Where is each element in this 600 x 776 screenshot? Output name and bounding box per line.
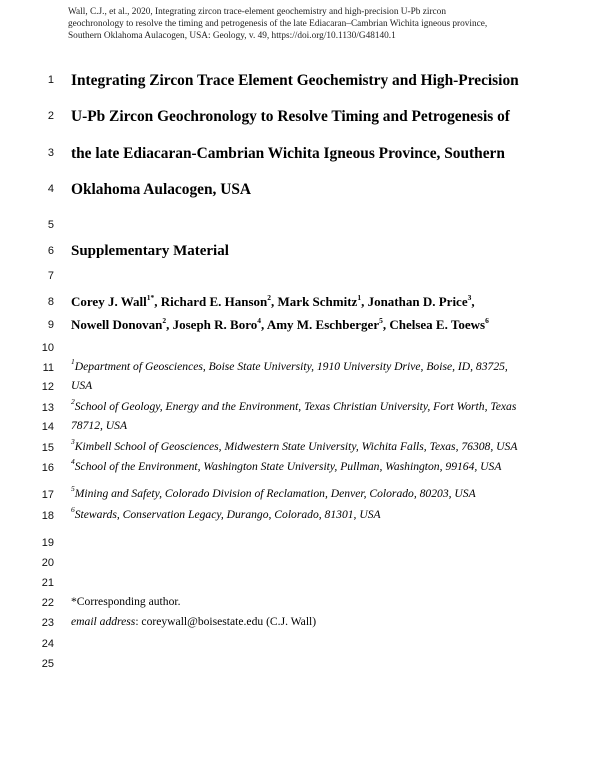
author-affiliation-mark: 1* [146, 292, 155, 302]
author-affiliation-mark: 2 [267, 292, 272, 302]
line-number: 2 [47, 110, 54, 122]
title-line: U-Pb Zircon Geochronology to Resolve Timing and Petrogenesis of [71, 108, 510, 125]
email-line [71, 615, 316, 628]
line-number: 23 [41, 617, 54, 629]
affiliation: $^1$Department of Geosciences, Boise State University, 1910 University Drive, Boise, ID, 83725, [71, 357, 508, 373]
author-name: Chelsea E. Toews [389, 317, 486, 332]
affiliation: $^2$School of Geology, Energy and the Environment, Texas Christian University, Fort Worth, Texas [71, 397, 517, 413]
author-name: Mark Schmitz [277, 294, 358, 309]
citation-line: geochronology to resolve the timing and petrogenesis of the late Ediacaran–Cambrian Wichita igneous province, [68, 19, 488, 29]
section-heading: Supplementary Material [71, 243, 229, 259]
citation-line: Southern Oklahoma Aulacogen, USA: Geology, v. 49, https://doi.org/10.1130/G48140.1 [68, 31, 396, 41]
author-name: Corey J. Wall [71, 294, 147, 309]
title-line: Integrating Zircon Trace Element Geochemistry and High-Precision [71, 72, 519, 89]
author-line-1: Corey J. Wall$^{1*}$, Richard E. Hanson$^2$, Mark Schmitz$^1$, Jonathan D. Price$^3$, [71, 292, 475, 309]
line-number: 1 [47, 74, 54, 86]
line-number: 7 [47, 270, 54, 282]
author-name: Nowell Donovan [71, 317, 163, 332]
author-affiliation-mark: 2 [162, 315, 167, 325]
line-number: 12 [41, 381, 54, 393]
line-number: 19 [41, 537, 54, 549]
affiliation-continued: 78712, USA [71, 419, 128, 432]
line-number: 15 [41, 442, 54, 454]
author-affiliation-mark: 1 [357, 292, 362, 302]
corresponding-author-note: *Corresponding author. [71, 595, 181, 608]
citation-line: Wall, C.J., et al., 2020, Integrating zircon trace-element geochemistry and high-precision U-Pb zircon [68, 7, 446, 17]
affiliation-continued: USA [71, 379, 93, 392]
citation-header [68, 6, 588, 42]
email-label: email address [71, 615, 136, 628]
line-number: 14 [41, 421, 54, 433]
author-name: Jonathan D. Price [367, 294, 468, 309]
line-number: 18 [41, 510, 54, 522]
affiliation: $^5$Mining and Safety, Colorado Division of Reclamation, Denver, Colorado, 80203, USA [71, 484, 476, 500]
author-affiliation-mark: 4 [257, 315, 262, 325]
line-number: 16 [41, 462, 54, 474]
author-name: Joseph R. Boro [172, 317, 258, 332]
line-number: 22 [41, 597, 54, 609]
line-number: 10 [41, 342, 54, 354]
title-line: Oklahoma Aulacogen, USA [71, 181, 252, 198]
line-number: 5 [47, 219, 54, 231]
line-number: 25 [41, 658, 54, 670]
line-number: 6 [47, 245, 54, 257]
line-number: 24 [41, 638, 54, 650]
line-number: 3 [47, 147, 54, 159]
line-number: 21 [41, 577, 54, 589]
line-number: 11 [42, 362, 54, 374]
title-line: the late Ediacaran-Cambrian Wichita Igneous Province, Southern [71, 145, 505, 162]
line-number: 13 [41, 402, 54, 414]
line-number: 8 [47, 296, 54, 308]
affiliation: $^3$Kimbell School of Geosciences, Midwestern State University, Wichita Falls, Texas, 76308, USA [71, 437, 518, 453]
author-affiliation-mark: 5 [379, 315, 383, 325]
line-number: 20 [41, 557, 54, 569]
affiliation: $^4$School of the Environment, Washington State University, Pullman, Washington, 99164, USA [71, 457, 502, 473]
author-affiliation-mark: 3 [467, 292, 472, 302]
line-number: 17 [41, 489, 54, 501]
email-address[interactable]: : coreywall@boisestate.edu (C.J. Wall) [135, 615, 317, 628]
affiliation: $^6$Stewards, Conservation Legacy, Durango, Colorado, 81301, USA [71, 505, 381, 521]
line-number: 4 [47, 183, 54, 195]
line-number: 9 [47, 319, 54, 331]
author-name: Amy M. Eschberger [266, 317, 380, 332]
author-affiliation-mark: 6 [485, 315, 489, 325]
author-name: Richard E. Hanson [160, 294, 268, 309]
author-line-2: Nowell Donovan$^2$, Joseph R. Boro$^4$, Amy M. Eschberger$^5$, Chelsea E. Toews$^6$ [71, 315, 489, 332]
